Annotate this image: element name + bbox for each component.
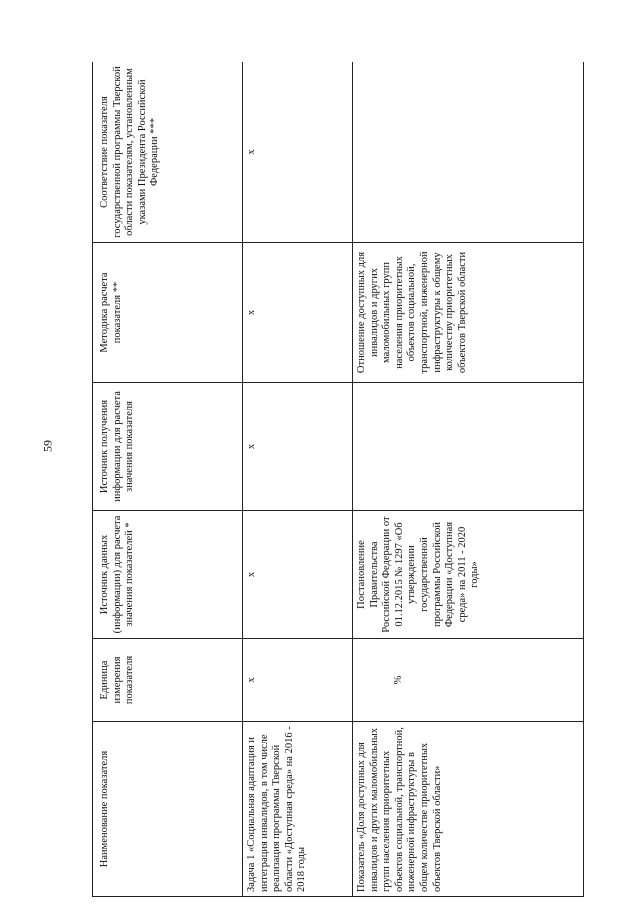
- cell-data-source: х: [243, 511, 353, 639]
- header-unit: Единица измерения показателя: [93, 639, 243, 722]
- table-row: [243, 62, 353, 897]
- table-header-row: [93, 62, 243, 897]
- page-number: 59: [40, 440, 55, 452]
- header-compliance: Соответствие показателя государственной программы Тверской области показателям, установленным указами Президента Российской Федерации ***: [93, 62, 243, 243]
- cell-info-source: [353, 383, 584, 511]
- indicator-table: [92, 62, 584, 897]
- cell-task-name: Задача 1 «Социальная адаптация и интеграция инвалидов, в том числе реализация программы Тверской области «Доступная среда» на 2016 - 2018 годы: [243, 722, 353, 897]
- cell-data-source: Постановление Правительства Российской Федерации от 01.12.2015 № 1297 «Об утверждении государственной программы Российской Федерации «Доступная среда» на 2011 - 2020 годы»: [353, 511, 584, 639]
- rotated-table-container: [92, 62, 584, 897]
- header-info-source: Источник получения информации для расчета значения показателя: [93, 383, 243, 511]
- cell-compliance: х: [243, 62, 353, 243]
- cell-method: Отношение доступных для инвалидов и других маломобильных групп населения приоритетных объектов социальной, транспортной, инженерной инфраструктуры к общему количеству приоритетных объектов Тверской области: [353, 243, 584, 383]
- table-row: [353, 62, 584, 897]
- cell-compliance: [353, 62, 584, 243]
- cell-indicator-name: Показатель «Доля доступных для инвалидов и других маломобильных групп населения приоритетных объектов социальной, транспортной, инженерной инфраструктуры в общем количестве приоритетных объектов Тверской области»: [353, 722, 584, 897]
- cell-method: х: [243, 243, 353, 383]
- cell-unit: х: [243, 639, 353, 722]
- cell-info-source: х: [243, 383, 353, 511]
- cell-unit: %: [353, 639, 584, 722]
- header-data-source: Источник данных (информации) для расчета значения показателей *: [93, 511, 243, 639]
- header-indicator-name: Наименование показателя: [93, 722, 243, 897]
- header-method: Методика расчета показателя **: [93, 243, 243, 383]
